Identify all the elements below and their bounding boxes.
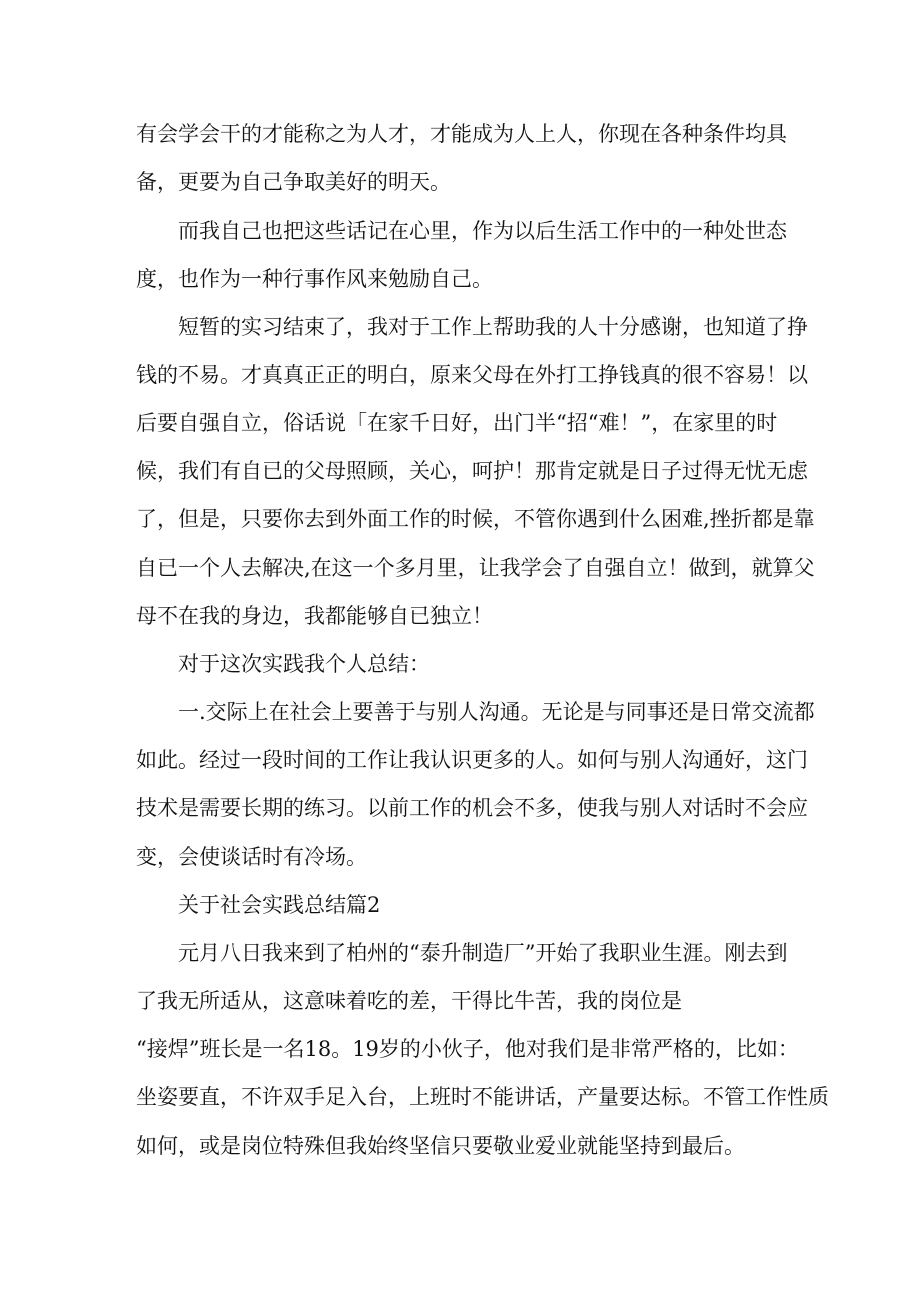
text-line: 自已一个人去解决,在这一个多月里，让我学会了自强自立！做到，就算父 [136, 556, 815, 580]
text-line: 钱的不易。才真真正正的明白，原来父母在外打工挣钱真的很不容易！以 [136, 363, 808, 387]
text-line: 有会学会干的才能称之为人才，才能成为人上人，你现在各种条件均具 [136, 122, 787, 146]
text-line: 变，会使谈话时有冷场。 [136, 845, 367, 869]
text-line: 而我自己也把这些话记在心里，作为以后生活工作中的一种处世态 [178, 219, 787, 243]
text-line: 如此。经过一段时间的工作让我认识更多的人。如何与别人沟通好，这门 [136, 748, 808, 772]
text-line: 了，但是，只要你去到外面工作的时候，不管你遇到什么困难,挫折都是靠 [136, 507, 815, 531]
text-line: 技术是需要长期的练习。以前工作的机会不多，使我与别人对话时不会应 [136, 796, 808, 820]
text-line: 坐姿要直，不许双手足入台，上班时不能讲话，产量要达标。不管工作性质 [136, 1085, 829, 1109]
text-line: 备，更要为自己争取美好的明天。 [136, 170, 451, 194]
text-line: 母不在我的身边，我都能够自已独立！ [136, 604, 493, 628]
text-line: 了我无所适从，这意味着吃的差，干得比牛苦，我的岗位是 [136, 989, 682, 1013]
text-line: 如何，或是岗位特殊但我始终坚信只要敬业爱业就能坚持到最后。 [136, 1134, 745, 1158]
text-line: 度，也作为一种行事作风来勉励自己。 [136, 267, 493, 291]
text-line: 一.交际上在社会上要善于与别人沟通。无论是与同事还是日常交流都 [178, 700, 815, 724]
text-line: 后要自强自立，俗话说「在家千日好，出门半“招“难！”，在家里的时 [136, 411, 778, 435]
text-line: 元月八日我来到了柏州的“泰升制造厂”开始了我职业生涯。刚去到 [178, 941, 788, 965]
text-line: “接焊”班长是一名18。19岁的小伙子，他对我们是非常严格的，比如： [136, 1037, 799, 1061]
section-heading: 关于社会实践总结篇2 [178, 893, 381, 917]
text-line: 候，我们有自已的父母照顾，关心，呵护！那肯定就是日子过得无忧无虑 [136, 459, 808, 483]
text-line: 短暂的实习结束了，我对于工作上帮助我的人十分感谢，也知道了挣 [178, 315, 808, 339]
text-line: 对于这次实践我个人总结： [178, 652, 430, 676]
